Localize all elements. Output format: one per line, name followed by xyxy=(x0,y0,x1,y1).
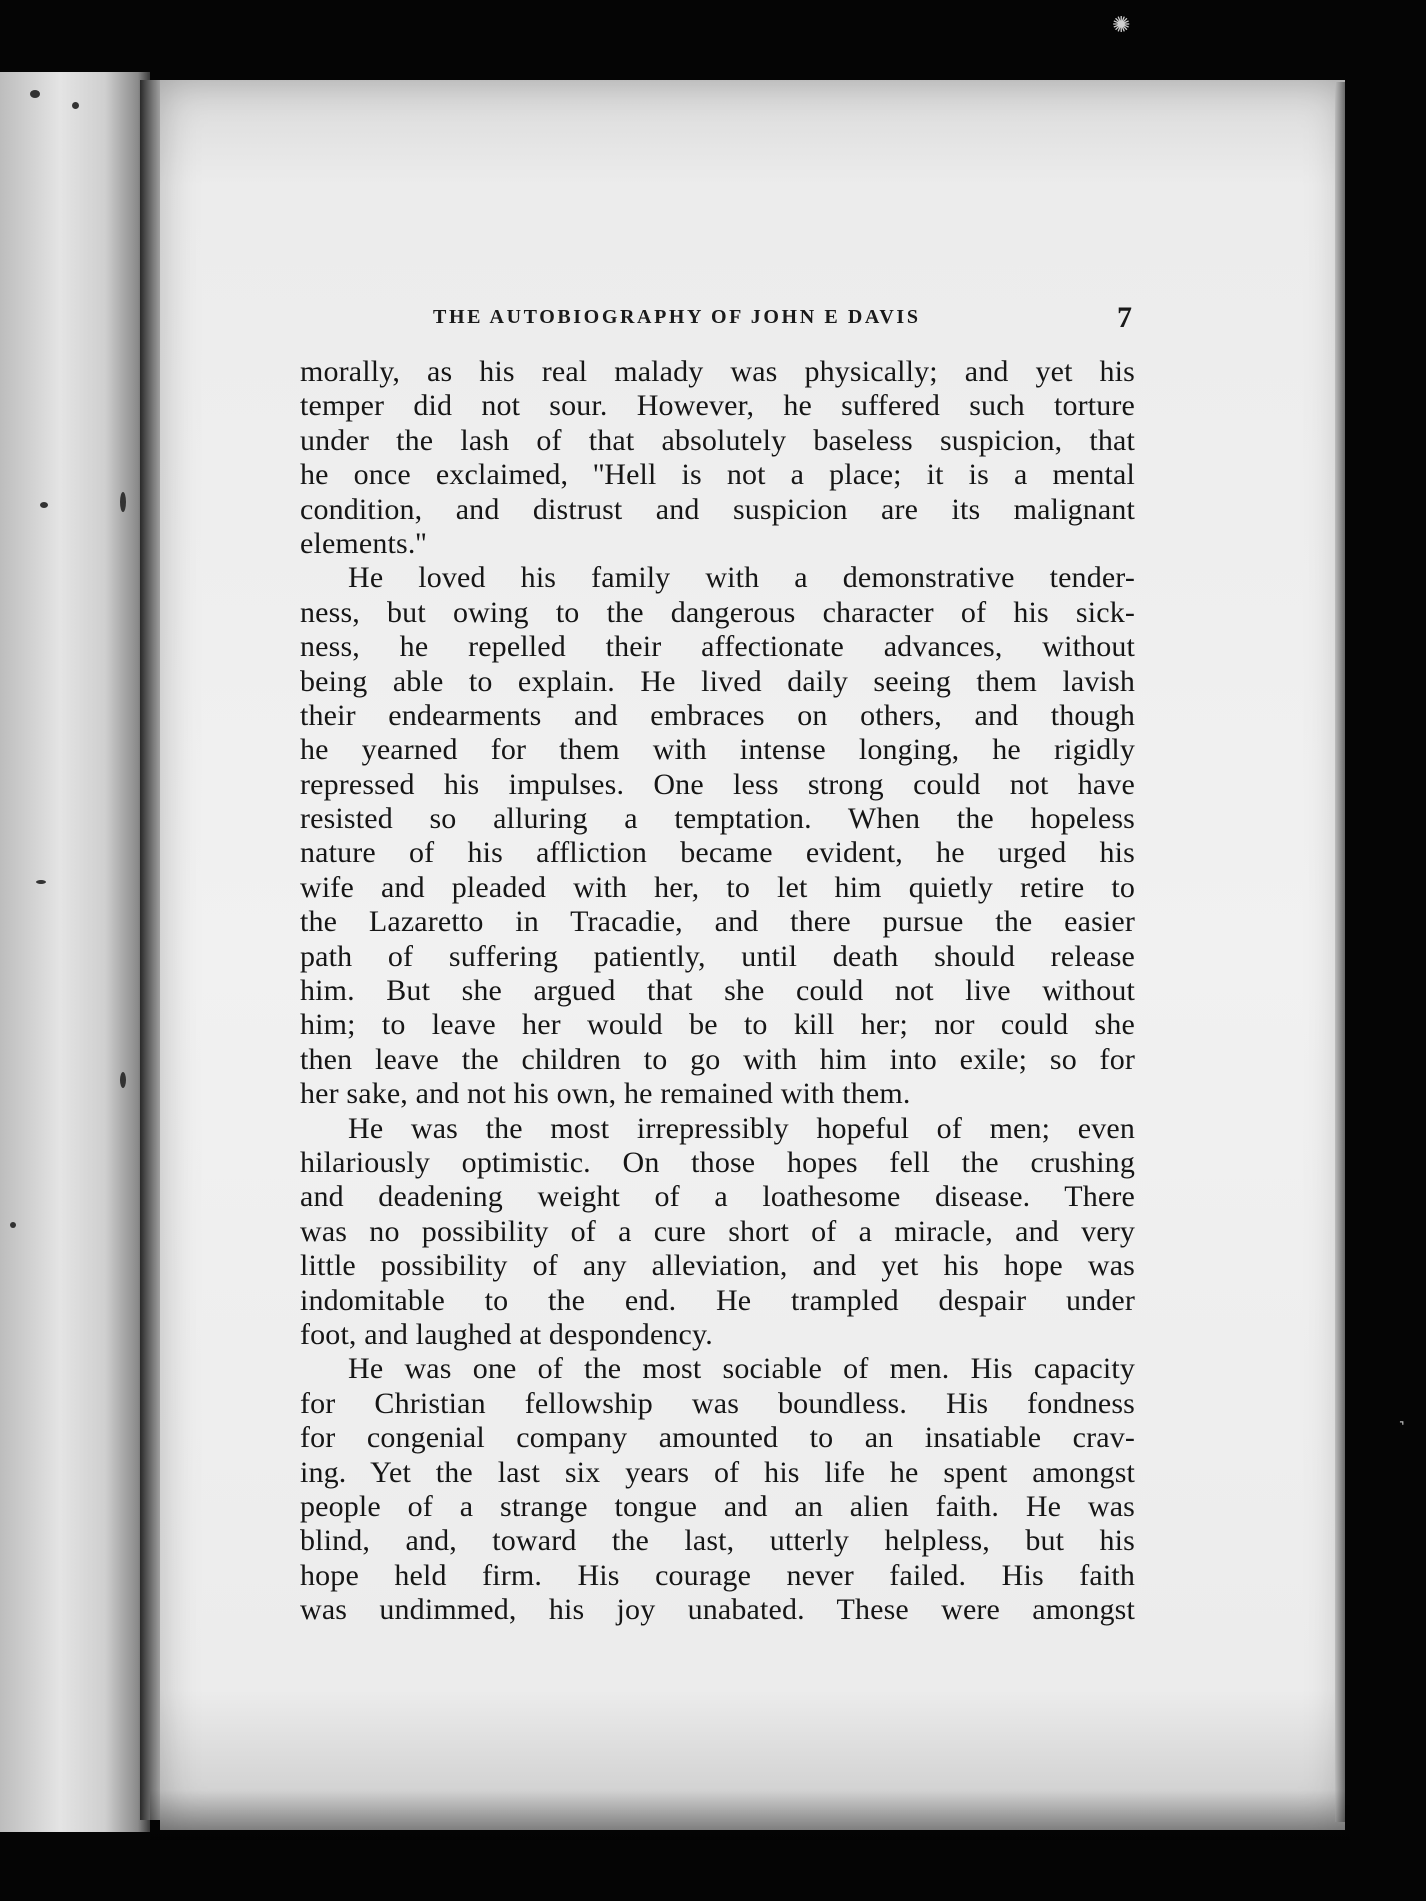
page-edge xyxy=(1335,82,1345,1822)
text-line: for congenial company amounted to an insatiable crav- xyxy=(300,1421,1135,1455)
text-line: temper did not sour. However, he suffered such torture xyxy=(300,389,1135,423)
text-line: morally, as his real malady was physically; and yet his xyxy=(300,355,1135,388)
text-line: elements.'' xyxy=(300,526,427,560)
text-line: wife and pleaded with her, to let him quietly retire to xyxy=(300,870,1135,904)
page-number: 7 xyxy=(1117,301,1132,334)
text-line: then leave the children to go with him into exile; so for xyxy=(300,1042,1135,1076)
text-line: he yearned for them with intense longing, he rigidly xyxy=(300,733,1135,767)
text-line: repressed his impulses. One less strong could not have xyxy=(300,767,1135,801)
text-line: people of a strange tongue and an alien faith. He was xyxy=(300,1489,1135,1523)
text-line: He loved his family with a demonstrative tender- xyxy=(348,561,1135,595)
text-line: him. But she argued that she could not live without xyxy=(300,974,1135,1008)
text-line: He was the most irrepressibly hopeful of men; even xyxy=(348,1111,1135,1145)
text-line: her sake, and not his own, he remained with them. xyxy=(300,1077,911,1111)
text-line: was undimmed, his joy unabated. These were amongst xyxy=(300,1593,1135,1627)
text-line: under the lash of that absolutely baseless suspicion, that xyxy=(300,423,1135,457)
text-line: foot, and laughed at despondency. xyxy=(300,1317,713,1351)
text-line: and deadening weight of a loathesome disease. There xyxy=(300,1180,1135,1214)
text-line: hilariously optimistic. On those hopes fell the crushing xyxy=(300,1145,1135,1179)
text-line: he once exclaimed, ''Hell is not a place; it is a mental xyxy=(300,458,1135,492)
text-line: ness, he repelled their affectionate advances, without xyxy=(300,630,1135,664)
text-line: He was one of the most sociable of men. His capacity xyxy=(348,1352,1135,1386)
text-line: was no possibility of a cure short of a miracle, and very xyxy=(300,1214,1135,1248)
body-text xyxy=(300,355,1135,1627)
text-line: path of suffering patiently, until death should release xyxy=(300,939,1135,973)
text-line: ness, but owing to the dangerous character of his sick- xyxy=(300,595,1135,629)
text-line: little possibility of any alleviation, and yet his hope was xyxy=(300,1249,1135,1283)
text-line: condition, and distrust and suspicion are its malignant xyxy=(300,492,1135,526)
text-line: ing. Yet the last six years of his life he spent amongst xyxy=(300,1455,1135,1489)
text-line: being able to explain. He lived daily seeing them lavish xyxy=(300,664,1135,698)
running-title: THE AUTOBIOGRAPHY OF JOHN E DAVIS xyxy=(433,306,921,328)
margin-speck-icon: ˺ xyxy=(1398,1416,1406,1441)
text-line: blind, and, toward the last, utterly helpless, but his xyxy=(300,1524,1135,1558)
text-line: indomitable to the end. He trampled despair under xyxy=(300,1283,1135,1317)
text-line: him; to leave her would be to kill her; nor could she xyxy=(300,1008,1135,1042)
text-line: their endearments and embraces on others, and though xyxy=(300,698,1135,732)
text-line: the Lazaretto in Tracadie, and there pursue the easier xyxy=(300,905,1135,939)
text-line: for Christian fellowship was boundless. His fondness xyxy=(300,1386,1135,1420)
facing-page-edge xyxy=(0,72,150,1832)
text-line: hope held firm. His courage never failed. His faith xyxy=(300,1558,1135,1592)
running-head xyxy=(300,301,1140,335)
scan-blemish-icon: ✺ xyxy=(1112,12,1131,37)
text-line: resisted so alluring a temptation. When the hopeless xyxy=(300,802,1135,836)
text-line: nature of his affliction became evident, he urged his xyxy=(300,836,1135,870)
page-bottom-shadow xyxy=(150,1790,1350,1840)
